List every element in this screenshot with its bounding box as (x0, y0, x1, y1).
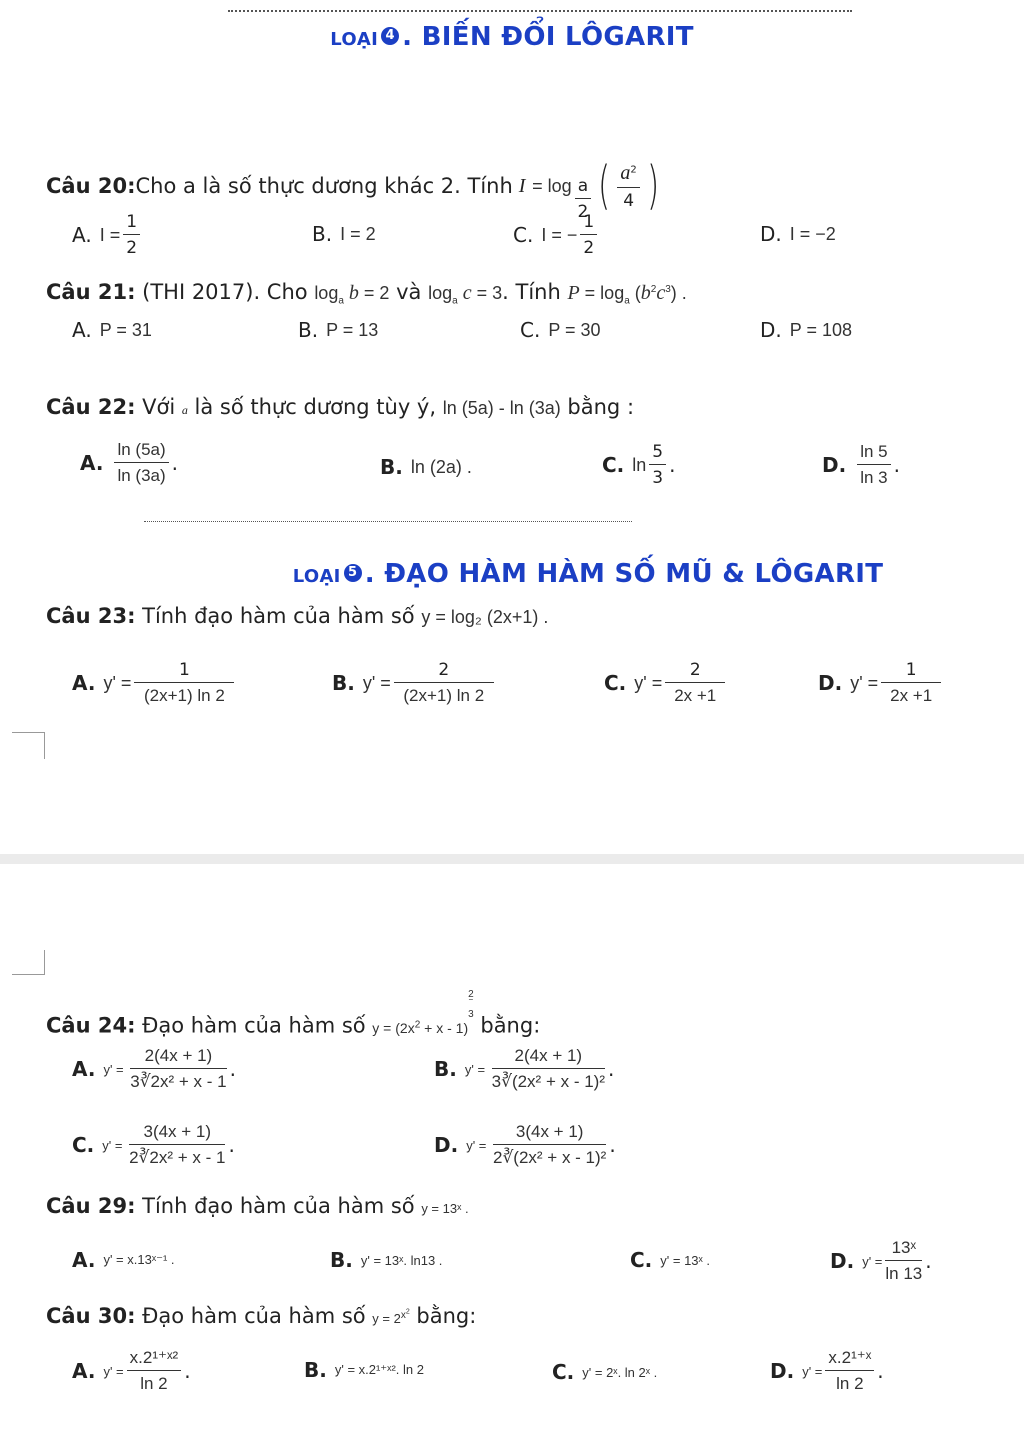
option-numerator: 13ˣ (885, 1238, 922, 1261)
q30-option-a[interactable]: A. y' = $\frac{\text{x.2¹⁺ˣ²}}{\ln 2}$ . (72, 1348, 191, 1393)
option-key: A. (72, 1057, 96, 1081)
option-denominator: (2x+1) ln 2 (144, 686, 225, 705)
option-numerator: 5 (649, 442, 666, 465)
question-30 (46, 1304, 476, 1328)
option-numerator: x.2¹⁺ˣ² (127, 1348, 182, 1371)
option-denominator: 2x +1 (890, 686, 933, 705)
q20-option-d[interactable] (760, 222, 836, 246)
page-corner-mark (12, 732, 45, 759)
option-denominator: 3 (652, 468, 664, 488)
option-lhs: y' = (850, 672, 879, 693)
option-lhs: y' = (634, 672, 663, 693)
option-numerator: 1 (134, 660, 234, 683)
option-denominator: (2x+1) ln 2 (403, 686, 485, 705)
option-expression: ln (2a) . (410, 456, 472, 477)
formula-y: $y = 2^{x^2}$ (372, 1308, 410, 1326)
option-denominator: ln (3a) (117, 466, 166, 485)
option-lhs: y' = (103, 1363, 124, 1379)
q24-option-c[interactable]: C. y' = $\frac{3(4x + 1)}{\text{2∛2x² + x - 1}}$ . (72, 1122, 235, 1167)
formula-ln-difference: ln (5a) - ln (3a) (442, 398, 561, 418)
q29-option-a[interactable] (72, 1248, 175, 1272)
section-number-badge: 5 (344, 564, 362, 582)
option-denominator: ln 2 (140, 1374, 168, 1393)
option-key: A. (72, 223, 92, 247)
option-denominator: ln 13 (885, 1264, 923, 1283)
question-text: là số thực dương tùy ý, (187, 395, 443, 419)
q24-option-a[interactable]: A. y' = $\frac{2(4x + 1)}{\text{3∛2x² + x - 1}}$ . (72, 1046, 236, 1091)
option-expression: P = 108 (789, 319, 852, 340)
option-denominator: 3∛(2x² + x - 1)² (491, 1072, 605, 1091)
question-23 (46, 604, 548, 628)
formula-log-b: $\log_a b = 2$ (314, 282, 390, 307)
q29-option-d[interactable]: D. y' = $\frac{\text{13ˣ}}{\ln 13}$ . (830, 1238, 932, 1283)
option-lhs: I = − (541, 224, 578, 245)
option-lhs: y' = (103, 672, 132, 693)
option-prefix: ln (632, 454, 647, 475)
option-expression: I = −2 (789, 223, 836, 244)
option-key: C. (552, 1360, 575, 1384)
option-key: B. (380, 455, 403, 479)
page-break-band (0, 854, 1024, 864)
option-key: B. (312, 222, 333, 246)
question-29 (46, 1194, 469, 1218)
option-lhs: I = (99, 224, 121, 245)
q24-option-b[interactable]: B. y' = $\frac{2(4x + 1)}{\text{3∛(2x² + x - 1)²}}$ . (434, 1046, 615, 1091)
q20-option-a[interactable] (72, 212, 143, 258)
q24-option-d[interactable]: D. y' = $\frac{3(4x + 1)}{\text{2∛(2x² + x - 1)²}}$ . (434, 1122, 616, 1167)
option-key: B. (332, 671, 355, 695)
option-key: A. (72, 1248, 96, 1272)
question-text: (THI 2017). Cho (135, 280, 315, 304)
section-number-badge: 4 (381, 27, 399, 45)
option-numerator: 2 (665, 660, 725, 683)
q23-option-d[interactable] (818, 660, 944, 706)
question-21 (46, 280, 687, 307)
option-expression: I = 2 (340, 223, 376, 244)
option-denominator: 2 (583, 238, 595, 258)
question-22: Câu 22: Với a là số thực dương tùy ý, ln (5a) - ln (3a) bằng : (46, 395, 635, 419)
option-numerator: 3(4x + 1) (129, 1122, 225, 1145)
question-text: bằng: (409, 1304, 477, 1328)
q30-option-d[interactable]: D. y' = $\frac{\text{x.2¹⁺ˣ}}{\ln 2}$ . (770, 1348, 884, 1393)
option-numerator: ln (5a) (114, 440, 168, 463)
section-title: . ĐẠO HÀM HÀM SỐ MŨ & LÔGARIT (364, 559, 884, 589)
option-numerator: 1 (580, 212, 597, 235)
option-expression: y' = 2ˣ. ln 2ˣ . (582, 1364, 658, 1380)
section-4-heading (0, 22, 1024, 52)
question-label: Câu 22: (46, 395, 136, 419)
option-numerator: x.2¹⁺ˣ (825, 1348, 874, 1371)
question-label: Câu 24: (46, 1013, 136, 1038)
option-expression: y' = 13ˣ. ln13 . (360, 1252, 443, 1268)
option-key: A. (72, 318, 92, 342)
option-key: B. (304, 1358, 327, 1382)
option-key: D. (760, 318, 782, 342)
option-key: A. (72, 671, 96, 695)
option-key: C. (602, 453, 625, 477)
option-expression: P = 31 (99, 319, 152, 340)
q21-option-d[interactable] (760, 318, 852, 342)
q21-option-a[interactable] (72, 318, 152, 342)
question-text: bằng: (473, 1013, 541, 1038)
option-denominator: 2 (126, 238, 138, 258)
option-key: D. (830, 1249, 855, 1273)
option-key: C. (513, 223, 534, 247)
q30-option-b[interactable] (304, 1358, 424, 1382)
option-lhs: y' = (862, 1253, 883, 1269)
option-key: C. (520, 318, 541, 342)
option-numerator: 2(4x + 1) (492, 1046, 605, 1069)
q20-option-b[interactable] (312, 222, 376, 246)
question-label: Câu 30: (46, 1304, 136, 1328)
section-prefix: LOẠI (292, 566, 341, 587)
option-key: D. (822, 453, 847, 477)
q22-option-b[interactable] (380, 455, 472, 479)
option-expression: y' = 13ˣ . (660, 1252, 711, 1268)
option-numerator: 1 (881, 660, 941, 683)
option-key: A. (72, 1359, 96, 1383)
question-label: Câu 23: (46, 604, 136, 628)
option-denominator: 2∛2x² + x - 1 (129, 1148, 226, 1167)
question-label: Câu 21: (46, 280, 136, 304)
option-numerator: 1 (123, 212, 140, 235)
page-corner-mark (12, 950, 45, 975)
section-divider (144, 521, 632, 522)
option-key: D. (434, 1133, 459, 1157)
q29-option-c[interactable] (630, 1248, 710, 1272)
question-text: Đạo hàm của hàm số (135, 1013, 373, 1038)
option-expression: y' = x.13ˣ⁻¹ . (103, 1252, 175, 1267)
option-key: B. (330, 1248, 353, 1272)
q23-option-b[interactable] (332, 660, 497, 706)
option-key: C. (630, 1248, 653, 1272)
q22-option-d[interactable]: D. $\frac{\ln 5}{\ln 3}$ . (822, 442, 900, 487)
q30-option-c[interactable] (552, 1360, 657, 1384)
formula-log-c: $\log_a c = 3$ (428, 282, 503, 307)
option-denominator: ln 3 (860, 468, 888, 487)
question-text: Tính đạo hàm của hàm số (135, 1194, 422, 1218)
question-text: Cho a là số thực dương khác 2. Tính (135, 174, 513, 198)
option-denominator: ln 2 (836, 1374, 864, 1393)
q22-option-c[interactable]: C. ln $\frac{5}{3}$ . (602, 442, 676, 488)
formula-y: y = log₂ (2x+1) . (421, 607, 549, 627)
formula-log: I = log $\frac{a}{2}$ ( $\frac{a^2}{4}$ ) (518, 156, 660, 222)
option-expression: P = 30 (548, 319, 601, 340)
section-prefix: LOẠI (330, 29, 379, 50)
option-key: D. (760, 222, 782, 246)
option-key: C. (72, 1133, 95, 1157)
q21-option-c[interactable] (520, 318, 601, 342)
option-numerator: 2 (394, 660, 494, 683)
question-text: bằng : (560, 395, 635, 419)
option-expression: y' = x.2¹⁺ˣ². ln 2 (334, 1362, 424, 1377)
option-numerator: 2(4x + 1) (130, 1046, 226, 1069)
top-divider (228, 10, 852, 12)
option-key: D. (770, 1359, 795, 1383)
option-denominator: 2x +1 (674, 686, 717, 705)
option-denominator: 3∛2x² + x - 1 (130, 1072, 227, 1091)
option-key: A. (80, 451, 104, 475)
formula-y: $y = (2x^2 + x - 1)^{2 ‾ 3}$ (372, 989, 474, 1036)
q23-option-c[interactable] (604, 660, 728, 706)
option-lhs: y' = (802, 1363, 823, 1379)
q23-option-a[interactable] (72, 660, 237, 706)
question-label: Câu 29: (46, 1194, 136, 1218)
question-text: Đạo hàm của hàm số (135, 1304, 373, 1328)
question-ask: . Tính (502, 280, 568, 304)
q29-option-b[interactable] (330, 1248, 442, 1272)
formula-y: y = 13ˣ . (421, 1201, 469, 1216)
q22-option-a[interactable]: A. $\frac{\ln (5a)}{\ln (3a)}$ . (80, 440, 178, 485)
option-expression: P = 13 (326, 319, 379, 340)
question-label: Câu 20: (46, 174, 136, 198)
conjunction: và (389, 280, 429, 304)
q20-option-c[interactable] (513, 212, 600, 258)
option-key: C. (604, 671, 627, 695)
option-numerator: ln 5 (857, 442, 890, 465)
question-text: Tính đạo hàm của hàm số (135, 604, 422, 628)
q21-option-b[interactable] (298, 318, 378, 342)
option-key: B. (298, 318, 319, 342)
option-denominator: 2∛(2x² + x - 1)² (493, 1148, 607, 1167)
option-numerator: 3(4x + 1) (493, 1122, 606, 1145)
question-24 (46, 989, 541, 1038)
section-5-heading (76, 559, 1024, 589)
option-key: B. (434, 1057, 457, 1081)
section-title: . BIẾN ĐỔI LÔGARIT (402, 22, 694, 52)
formula-p: $P = \log_a (b^2c^3)$ . (567, 282, 687, 307)
question-text: Với (135, 395, 182, 419)
option-lhs: y' = (362, 672, 391, 693)
option-key: D. (818, 671, 843, 695)
